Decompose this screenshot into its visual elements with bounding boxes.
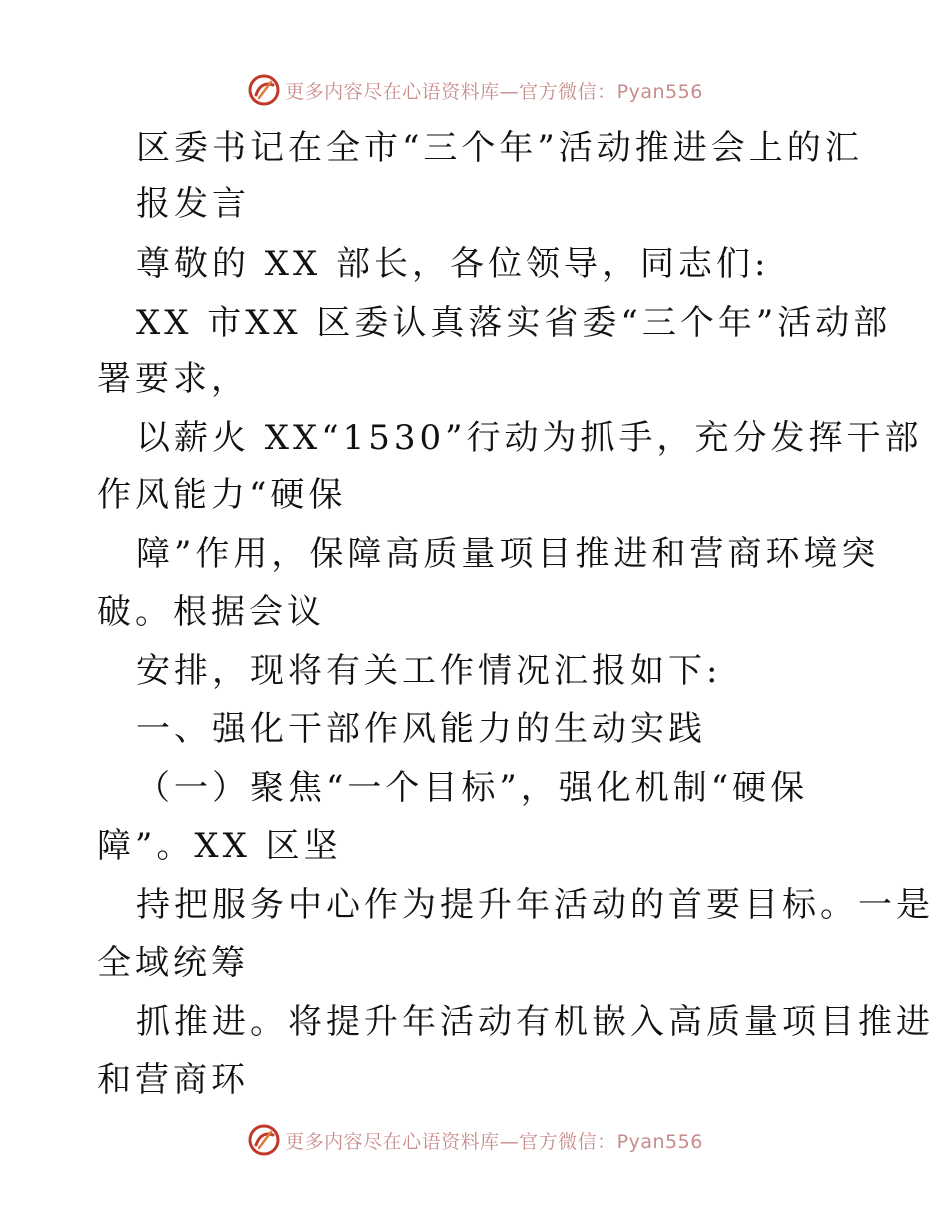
- footer-banner: [0, 1120, 950, 1160]
- doc-line: 作风能力“硬保: [97, 475, 347, 515]
- header-banner-text: 更多内容尽在心语资料库—官方微信：Pyan556: [285, 80, 703, 103]
- doc-line: 障”。XX 区坚: [97, 826, 342, 866]
- doc-line: 署要求，: [97, 359, 249, 399]
- doc-line: 全域统筹: [97, 943, 249, 983]
- brand-logo-icon: [247, 73, 281, 107]
- doc-line: 和营商环: [97, 1060, 249, 1100]
- doc-line: 以薪火 XX“1530”行动为抓手，充分发挥干部: [136, 418, 923, 458]
- header-banner: [0, 70, 950, 110]
- doc-line: 障”作用，保障高质量项目推进和营商环境突: [136, 534, 880, 574]
- doc-line: 安排，现将有关工作情况汇报如下:: [136, 651, 722, 691]
- doc-line: 报发言: [136, 184, 250, 224]
- doc-line: 尊敬的 XX 部长，各位领导，同志们:: [136, 244, 770, 284]
- footer-banner-text: 更多内容尽在心语资料库—官方微信：Pyan556: [285, 1130, 703, 1153]
- doc-line: 区委书记在全市“三个年”活动推进会上的汇: [136, 128, 863, 168]
- doc-line: 抓推进。将提升年活动有机嵌入高质量项目推进: [136, 1002, 934, 1042]
- brand-logo-icon: [247, 1123, 281, 1157]
- section-heading: 一、强化干部作风能力的生动实践: [136, 709, 706, 749]
- subsection-heading: （一）聚焦“一个目标”，强化机制“硬保: [136, 768, 809, 808]
- doc-line: 持把服务中心作为提升年活动的首要目标。一是: [136, 885, 934, 925]
- doc-line: 破。根据会议: [97, 592, 325, 632]
- doc-line: XX 市XX 区委认真落实省委“三个年”活动部: [136, 303, 892, 343]
